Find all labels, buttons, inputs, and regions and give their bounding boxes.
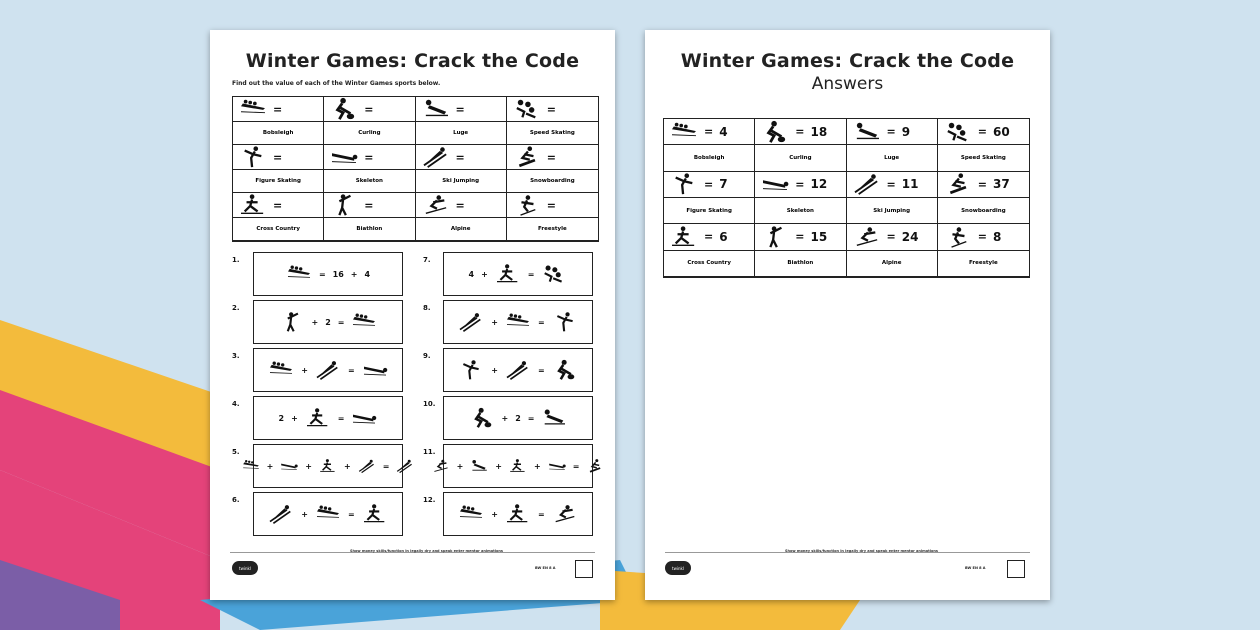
sport-label: Freestyle [938, 251, 1029, 277]
equals-sign: = [364, 102, 374, 116]
equation-token: + [491, 317, 498, 327]
answer-picture-cell [847, 224, 938, 250]
equals-sign: = [977, 125, 987, 139]
biathlon-icon [279, 311, 305, 333]
figure-skating-icon [239, 145, 267, 169]
question-box [443, 348, 593, 392]
equals-sign: = [886, 125, 896, 139]
equation-token: = [538, 365, 545, 375]
equation-token: + [344, 461, 351, 471]
answer-value: 8 [992, 229, 1002, 244]
code-picture-cell [324, 193, 415, 218]
code-picture-cell [324, 145, 415, 170]
luge-icon [853, 120, 881, 144]
sport-label: Ski Jumping [416, 170, 507, 193]
sport-label: Snowboarding [938, 198, 1029, 224]
instruction-text: Find out the value of each of the Winter Games sports below. [232, 80, 441, 87]
equals-sign: = [455, 150, 465, 164]
answer-picture-cell [847, 119, 938, 145]
sport-label: Luge [416, 122, 507, 145]
equation-token: + [350, 269, 358, 279]
answer-picture-cell [664, 119, 755, 145]
skeleton-icon [330, 145, 358, 169]
code-picture-cell [233, 193, 324, 218]
answer-picture-cell [755, 119, 846, 145]
code-picture-cell [233, 145, 324, 170]
code-picture-cell [416, 145, 507, 170]
answer-value: 9 [901, 124, 911, 139]
footer-code: BW EN 8 A [535, 566, 556, 570]
equals-sign: = [977, 177, 987, 191]
equation-token: + [491, 509, 498, 519]
cross-country-icon [305, 407, 331, 429]
cross-country-icon [509, 458, 527, 474]
cross-country-icon [362, 503, 388, 525]
luge-icon [422, 97, 450, 121]
sport-label: Alpine [847, 251, 938, 277]
answer-picture-cell [664, 224, 755, 250]
equation-token: + [301, 509, 308, 519]
code-picture-cell [416, 193, 507, 218]
bobsleigh-icon [239, 97, 267, 121]
question-box [253, 444, 403, 488]
answer-value: 12 [810, 177, 828, 192]
answer-value: 60 [992, 124, 1010, 139]
equals-sign: = [886, 230, 896, 244]
alpine-icon [853, 225, 881, 249]
equation-token: 2 [278, 413, 285, 423]
equals-sign: = [704, 177, 714, 191]
sport-label: Skeleton [324, 170, 415, 193]
equation-token: = [572, 461, 580, 471]
luge-icon [541, 407, 567, 429]
bobsleigh-icon [505, 311, 531, 333]
question-box [253, 396, 403, 440]
equation-token: + [311, 317, 319, 327]
freestyle-icon [944, 225, 972, 249]
footer-text: Show money skills/function in legally dry and speak enter mentor animations [350, 549, 503, 553]
equals-sign: = [273, 198, 283, 212]
equals-sign: = [364, 198, 374, 212]
skeleton-icon [362, 359, 388, 381]
figure-skating-icon [552, 311, 578, 333]
question-box [253, 252, 403, 296]
equals-sign: = [546, 198, 556, 212]
skeleton-icon [351, 407, 377, 429]
question-number: 11. [423, 448, 436, 456]
equation-token: 2 [325, 317, 331, 327]
equation-token: 2 [515, 413, 521, 423]
ski-jumping-icon [315, 359, 341, 381]
answer-table [663, 118, 1030, 278]
sport-label: Figure Skating [664, 198, 755, 224]
equals-sign: = [273, 150, 283, 164]
equals-sign: = [364, 150, 374, 164]
question-box [253, 492, 403, 536]
equation-token: = [538, 317, 545, 327]
snowboarding-icon [586, 458, 604, 474]
answer-sheet-page [645, 30, 1050, 600]
footer-code: BW EN 8 A [965, 566, 986, 570]
bobsleigh-icon [268, 359, 294, 381]
equation-token: = [538, 509, 545, 519]
biathlon-icon [761, 225, 789, 249]
equation-token: = [337, 413, 345, 423]
equation-token: = [348, 365, 355, 375]
equation-token: + [305, 461, 312, 471]
answer-picture-cell [938, 224, 1029, 250]
equation-token: + [481, 269, 488, 279]
answer-value: 11 [901, 177, 919, 192]
equation-token: 4 [468, 269, 475, 279]
sport-label: Freestyle [507, 218, 598, 241]
question-box [253, 348, 403, 392]
code-table [232, 96, 599, 242]
equation-token: + [301, 365, 308, 375]
sport-label: Curling [755, 145, 846, 171]
answer-picture-cell [755, 172, 846, 198]
equals-sign: = [977, 230, 987, 244]
sport-label: Biathlon [324, 218, 415, 241]
cross-country-icon [505, 503, 531, 525]
equation-token: = [527, 413, 535, 423]
sport-label: Speed Skating [938, 145, 1029, 171]
logo: twinkl [232, 561, 258, 575]
worksheet-page [210, 30, 615, 600]
sport-label: Speed Skating [507, 122, 598, 145]
ski-jumping-icon [505, 359, 531, 381]
logo: twinkl [665, 561, 691, 575]
skeleton-icon [761, 172, 789, 196]
badge-icon [1007, 560, 1025, 578]
sport-label: Cross Country [664, 251, 755, 277]
sport-label: Alpine [416, 218, 507, 241]
curling-icon [469, 407, 495, 429]
equation-token: + [501, 413, 509, 423]
cross-country-icon [495, 263, 521, 285]
equals-sign: = [455, 198, 465, 212]
question-number: 8. [423, 304, 431, 312]
speed-skating-icon [944, 120, 972, 144]
snowboarding-icon [513, 145, 541, 169]
worksheet-title: Winter Games: Crack the Code [245, 50, 580, 72]
code-picture-cell [507, 145, 598, 170]
code-picture-cell [507, 193, 598, 218]
answer-sheet-subtitle: Answers [811, 74, 884, 94]
sport-label: Curling [324, 122, 415, 145]
question-box [443, 300, 593, 344]
sport-label: Snowboarding [507, 170, 598, 193]
question-number: 7. [423, 256, 431, 264]
sport-label: Bobsleigh [664, 145, 755, 171]
answer-picture-cell [664, 172, 755, 198]
biathlon-icon [330, 193, 358, 217]
sport-label: Luge [847, 145, 938, 171]
curling-icon [330, 97, 358, 121]
ski-jumping-icon [422, 145, 450, 169]
badge-icon [575, 560, 593, 578]
bobsleigh-icon [351, 311, 377, 333]
ski-jumping-icon [396, 458, 414, 474]
question-number: 12. [423, 496, 436, 504]
answer-value: 7 [719, 177, 728, 192]
cross-country-icon [319, 458, 337, 474]
answer-picture-cell [847, 172, 938, 198]
curling-icon [761, 120, 789, 144]
sport-label: Biathlon [755, 251, 846, 277]
cross-country-icon [670, 225, 698, 249]
answer-value: 4 [719, 124, 728, 139]
footer-text: Show money skills/function in legally dry and speak enter mentor animations [785, 549, 938, 553]
question-box [443, 444, 593, 488]
equals-sign: = [546, 102, 556, 116]
question-number: 5. [232, 448, 240, 456]
ski-jumping-icon [358, 458, 376, 474]
equals-sign: = [795, 230, 805, 244]
equals-sign: = [704, 125, 714, 139]
equation-token: + [266, 461, 274, 471]
equation-token: + [495, 461, 502, 471]
question-number: 9. [423, 352, 431, 360]
equation-token: 4 [364, 269, 371, 279]
equals-sign: = [455, 102, 465, 116]
answer-picture-cell [938, 172, 1029, 198]
equals-sign: = [795, 177, 805, 191]
question-box [443, 396, 593, 440]
speed-skating-icon [513, 97, 541, 121]
answer-picture-cell [755, 224, 846, 250]
question-number: 2. [232, 304, 240, 312]
answer-value: 18 [810, 124, 828, 139]
sport-label: Cross Country [233, 218, 324, 241]
equation-token: = [337, 317, 345, 327]
answer-sheet-title: Winter Games: Crack the Code [680, 50, 1015, 72]
bobsleigh-icon [458, 503, 484, 525]
question-box [443, 492, 593, 536]
curling-icon [552, 359, 578, 381]
question-number: 4. [232, 400, 240, 408]
equals-sign: = [546, 150, 556, 164]
sport-label: Ski Jumping [847, 198, 938, 224]
alpine-icon [552, 503, 578, 525]
equals-sign: = [273, 102, 283, 116]
answer-picture-cell [938, 119, 1029, 145]
cross-country-icon [239, 193, 267, 217]
bobsleigh-icon [286, 263, 312, 285]
sport-label: Skeleton [755, 198, 846, 224]
question-number: 6. [232, 496, 240, 504]
answer-value: 24 [901, 229, 919, 244]
equation-token: 16 [332, 269, 344, 279]
equation-token: + [534, 461, 541, 471]
bobsleigh-icon [670, 120, 698, 144]
equals-sign: = [886, 177, 896, 191]
skeleton-icon [280, 458, 298, 474]
equation-token: = [318, 269, 326, 279]
sport-label: Figure Skating [233, 170, 324, 193]
speed-skating-icon [541, 263, 567, 285]
equation-token: + [291, 413, 298, 423]
code-picture-cell [324, 97, 415, 122]
luge-icon [470, 458, 488, 474]
ski-jumping-icon [853, 172, 881, 196]
ski-jumping-icon [268, 503, 294, 525]
question-box [253, 300, 403, 344]
equals-sign: = [704, 230, 714, 244]
bobsleigh-icon [242, 458, 260, 474]
sport-label: Bobsleigh [233, 122, 324, 145]
equation-token: = [527, 269, 535, 279]
freestyle-icon [513, 193, 541, 217]
ski-jumping-icon [458, 311, 484, 333]
equation-token: = [382, 461, 390, 471]
alpine-icon [432, 458, 450, 474]
question-number: 1. [232, 256, 240, 264]
code-picture-cell [507, 97, 598, 122]
skeleton-icon [548, 458, 566, 474]
equation-token: = [348, 509, 355, 519]
figure-skating-icon [670, 172, 698, 196]
bobsleigh-icon [315, 503, 341, 525]
equation-token: + [491, 365, 498, 375]
figure-skating-icon [458, 359, 484, 381]
answer-value: 37 [992, 177, 1010, 192]
answer-value: 6 [719, 229, 728, 244]
code-picture-cell [416, 97, 507, 122]
code-picture-cell [233, 97, 324, 122]
equals-sign: = [795, 125, 805, 139]
question-number: 10. [423, 400, 436, 408]
question-box [443, 252, 593, 296]
answer-value: 15 [810, 229, 828, 244]
question-number: 3. [232, 352, 240, 360]
equation-token: + [456, 461, 464, 471]
alpine-icon [422, 193, 450, 217]
snowboarding-icon [944, 172, 972, 196]
